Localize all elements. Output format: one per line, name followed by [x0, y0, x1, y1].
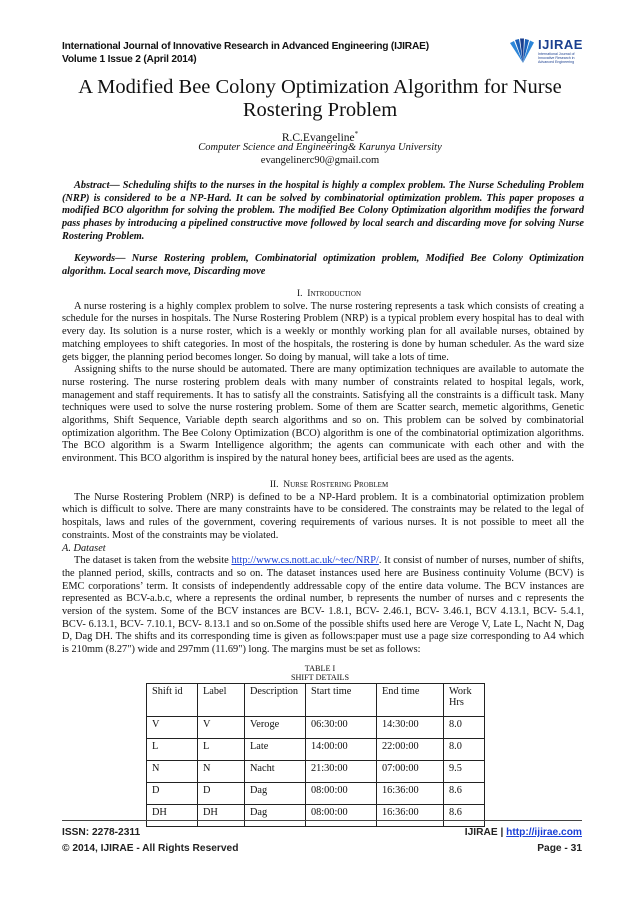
section-heading-introduction — [62, 288, 584, 301]
table-cell: 16:36:00 — [377, 805, 444, 827]
table-header-cell: Work Hrs — [444, 684, 485, 717]
table-cell: Dag — [245, 783, 306, 805]
footer-copyright: © 2014, IJIRAE - All Rights Reserved — [62, 843, 239, 854]
journal-logo — [508, 37, 584, 65]
section-introduction — [62, 288, 584, 466]
journal-header — [62, 37, 583, 74]
logo-name: IJIRAE — [538, 37, 583, 52]
table-cell: 22:00:00 — [377, 739, 444, 761]
table-header-row — [147, 684, 485, 717]
table-cell: DH — [198, 805, 245, 827]
section-title: Introduction — [307, 289, 361, 299]
table-cell: Nacht — [245, 761, 306, 783]
section-heading-nrp — [62, 479, 584, 492]
table-label: TABLE I — [304, 664, 336, 673]
subsection-dataset: A. Dataset — [62, 542, 106, 554]
dataset-paragraph — [62, 555, 584, 657]
table-cell: N — [147, 761, 198, 783]
dataset-text-post: . It consist of number of nurses, number of shifts, the planned period, skills, contracts and so on. The dataset instances used here are Business continuity Volume (BCV) is EMC corporations’ term. It consists of independently addressable copy of the entire data volume. The BCV instances are represented as BCV-a.b.c, where a represents the ordinal number, b represents the number of nurses and c represents the version of the system. Some of the BCV instances are BCV- 1.8.1, BCV- 2.46.1, BCV- 3.46.1, BCV 4.13.1, BCV- 5.4.1, BCV- 6.13.1, BCV- 7.10.1, BCV- 8.13.1 and so on.Some of the possible shifts used here are Veroge V, Late L, Nacht N, Dag D, Dag DH. The shifts and its corresponding time is given as follows:paper must use a page size corresponding to A4 which is 210mm (8.27") wide and 297mm (11.69") long. The margins must be set as follows: — [62, 555, 584, 656]
table-header-cell: Start time — [306, 684, 377, 717]
table-header-cell: End time — [377, 684, 444, 717]
table-header-cell: Label — [198, 684, 245, 717]
table-header-cell: Shift id — [147, 684, 198, 717]
table-cell: 8.6 — [444, 805, 485, 827]
table-caption — [200, 664, 440, 682]
footer-site-prefix: IJIRAE | — [464, 827, 507, 838]
fan-logo-icon — [508, 37, 538, 65]
shift-details-table — [146, 683, 485, 827]
intro-paragraph-2: Assigning shifts to the nurse should be automated. There are many optimization techniques are available to automate the nurse rostering. The nurse rostering problem deals with many number of constraints related to hospital legals, work, management and staff requirements. It has to satisfy all the constraints. Satisfying all the constraints is a difficult task. Many techniques were used to solve the nurse rostering problem. Some of them are Scatter search, memetic algorithms, Genetic algorithms, Shift Sequence, Variable depth search algorithms and so on. This problem can be solved by combinatorial optimization algorithm. The Bee Colony Optimization (BCO) algorithm is one of the combinatorial optimization algorithms. The BCO algorithm is a Swarm Intelligence algorithm; the agents can communicate with each other and with the environment. This BCO algorithm is inspired by the natural honey bees, artificial bees are used as the agents. — [62, 364, 584, 465]
footer-issn: ISSN: 2278-2311 — [62, 827, 141, 838]
table-cell: 06:30:00 — [306, 717, 377, 739]
table-row — [147, 717, 485, 739]
nrp-paragraph-1: The Nurse Rostering Problem (NRP) is defined to be a NP-Hard problem. It is a combinatorial optimization problem which is difficult to solve. There are many constraints have to be considered. The constraints may be related to the legal of hospitals, laws and rules of the government, covering requirements of various nurses. It is not possible to meet all the constraints. Most of the constraints may be violated. — [62, 491, 584, 541]
table-cell: DH — [147, 805, 198, 827]
abstract: Abstract— Scheduling shifts to the nurses in the hospital is highly a complex problem. The Nurse Scheduling Problem (NRP) is considered to be a NP-Hard. It can be solved by combinatorial optimization problem. This paper proposes a modified BCO algorithm for solving the problem. The modified Bee Colony Optimization algorithm modifies the forward pass phases by introducing a pipelined constructive move followed by local search and discarding move for solving Nurse Rostering Problem. — [62, 180, 584, 242]
table-cell: 14:30:00 — [377, 717, 444, 739]
table-cell: 14:00:00 — [306, 739, 377, 761]
table-row — [147, 805, 485, 827]
section-title: Nurse Rostering Problem — [283, 480, 389, 490]
table-cell: V — [147, 717, 198, 739]
footer-divider — [62, 820, 582, 821]
dataset-link[interactable]: http://www.cs.nott.ac.uk/~tec/NRP/ — [231, 555, 379, 567]
table-cell: 9.5 — [444, 761, 485, 783]
table-cell: 8.0 — [444, 739, 485, 761]
footer-site — [465, 826, 582, 840]
table-cell: 16:36:00 — [377, 783, 444, 805]
intro-paragraph-1: A nurse rostering is a highly complex problem to solve. The nurse rostering represents a task which consists of creating a schedule for the nurses in hospitals. The Nurse Rostering Problem (NRP) is a typical problem every hospital has to deal with every day. Its solution is a nurse roster, which is a weekly or monthly working plan for all available nurses, obtained by matching employees to shift categories. In most of the hospitals, the rostering is done by human scheduler. As the ward size gets bigger, the planning period becomes longer. So doing by manual, will take a lots of time. — [62, 300, 584, 363]
affiliation: Computer Science and Engineering& Karunya University — [198, 142, 442, 153]
dataset-text-pre: The dataset is taken from the website — [74, 555, 232, 567]
journal-volume: Volume 1 Issue 2 (April 2014) — [62, 54, 197, 65]
table-cell: 08:00:00 — [306, 805, 377, 827]
table-cell: L — [147, 739, 198, 761]
footer-site-link[interactable]: http://ijirae.com — [506, 827, 582, 838]
section-number: I. — [296, 289, 303, 299]
table-row — [147, 783, 485, 805]
table-cell: V — [198, 717, 245, 739]
table-title: SHIFT DETAILS — [290, 673, 350, 682]
table-cell: L — [198, 739, 245, 761]
table-cell: Late — [245, 739, 306, 761]
journal-name: International Journal of Innovative Research in Advanced Engineering (IJIRAE) — [62, 41, 429, 52]
table-cell: Dag — [245, 805, 306, 827]
table-cell: 8.6 — [444, 783, 485, 805]
table-cell: 07:00:00 — [377, 761, 444, 783]
logo-subtitle: International Journal of Innovative Research in Advanced Engineering — [538, 52, 575, 64]
table-row — [147, 761, 485, 783]
footer-page-number: Page - 31 — [537, 843, 582, 854]
table-cell: 08:00:00 — [306, 783, 377, 805]
section-nrp — [62, 479, 584, 657]
table-row — [147, 739, 485, 761]
page-footer — [62, 826, 582, 856]
paper-title: A Modified Bee Colony Optimization Algorithm for Nurse Rostering Problem — [78, 76, 562, 121]
keywords: Keywords— Nurse Rostering problem, Combinatorial optimization problem, Modified Bee Colony Optimization algorithm. Local search move, Discarding move — [62, 253, 584, 277]
author-email: evangelinerc90@gmail.com — [260, 155, 380, 166]
table-cell: 21:30:00 — [306, 761, 377, 783]
table-cell: Veroge — [245, 717, 306, 739]
author-name: R.C.Evangeline — [281, 131, 355, 144]
table-cell: D — [147, 783, 198, 805]
author-mark: * — [354, 130, 359, 138]
table-cell: 8.0 — [444, 717, 485, 739]
section-number: II. — [269, 480, 279, 490]
table-cell: N — [198, 761, 245, 783]
table-cell: D — [198, 783, 245, 805]
table-header-cell: Description — [245, 684, 306, 717]
